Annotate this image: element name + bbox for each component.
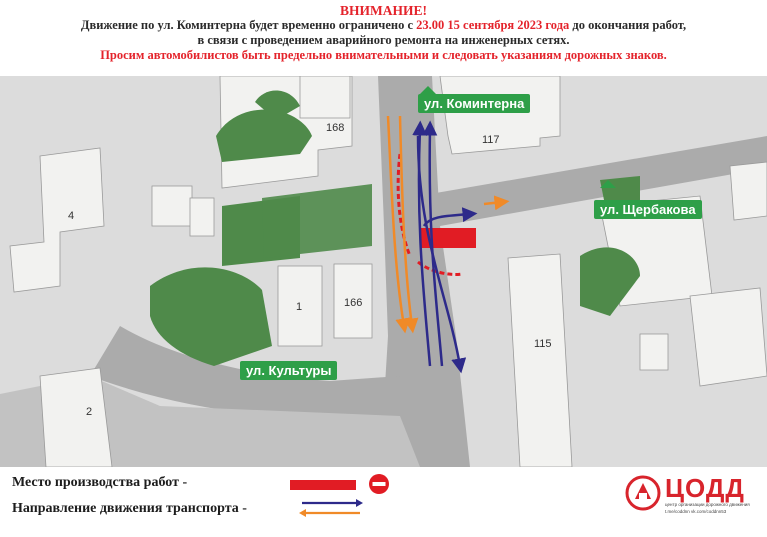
building-east-2 <box>690 288 767 386</box>
building-label-115: 115 <box>534 338 552 350</box>
street-label-komintern: ул. Коминтерна <box>418 94 530 113</box>
building-label-1: 1 <box>296 301 303 313</box>
legend <box>0 467 767 537</box>
building-label-168: 168 <box>326 122 345 134</box>
notice-line-1 <box>0 18 767 33</box>
legend-traffic-direction-label: Направление движения транспорта - <box>12 501 247 516</box>
street-map <box>0 76 767 467</box>
green-park-2 <box>262 184 372 258</box>
building-label-2: 2 <box>86 406 93 418</box>
notice-line-2: в связи с проведением аварийного ремонта на инженерных сетях. <box>197 33 570 47</box>
notice-date: 23.00 15 сентября 2023 года <box>416 18 570 32</box>
notice-line-3: Просим автомобилистов быть предельно внимательными и следовать указаниям дорожных знаков. <box>100 48 667 62</box>
codd-logo-icon <box>625 475 661 511</box>
legend-work-zone-bar <box>290 480 356 490</box>
building-115 <box>508 254 572 467</box>
notice-title: ВНИМАНИЕ! <box>340 3 427 18</box>
codd-logo-subtitle: центр организации дорожного движения <box>665 502 750 507</box>
notice-line-1-start: Движение по ул. Коминтерна будет временно ограничено с <box>80 18 417 32</box>
building-117 <box>440 76 560 154</box>
codd-logo-name: ЦОДД <box>665 473 745 503</box>
building-small-2 <box>190 198 214 236</box>
street-label-kultury: ул. Культуры <box>240 361 337 380</box>
codd-logo <box>625 473 755 523</box>
legend-work-site-label: Место производства работ - <box>12 475 188 490</box>
legend-arrows-icon <box>298 497 364 519</box>
map-canvas <box>0 76 767 467</box>
building-label-4: 4 <box>68 210 75 222</box>
notice-line-1-end: до окончания работ, <box>569 18 687 32</box>
building-168-annex <box>300 76 350 118</box>
codd-logo-links: t.me/coddnn vk.com/coddnn53 <box>665 509 727 514</box>
building-2 <box>40 368 112 467</box>
street-label-shcherbakova: ул. Щербакова <box>594 200 702 219</box>
notice-header <box>0 0 767 76</box>
no-entry-icon <box>368 473 390 495</box>
green-east <box>580 247 640 316</box>
building-label-117: 117 <box>482 134 500 146</box>
building-label-166: 166 <box>344 297 363 309</box>
building-east-4 <box>640 334 668 370</box>
building-small-1 <box>152 186 192 226</box>
building-east-3 <box>730 162 767 220</box>
building-4 <box>10 148 104 292</box>
